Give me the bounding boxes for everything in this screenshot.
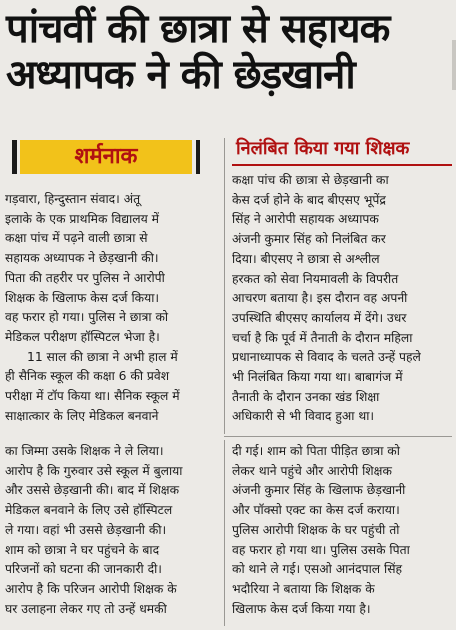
body-line: और उससे छेड़खानी की। बाद में शिक्षक — [5, 483, 180, 498]
column-divider-top — [224, 138, 225, 434]
sidebar-line: उपस्थिति बीएसए कार्यालय में देंगे। उधर — [232, 310, 407, 325]
sidebar-line: सिंह ने आरोपी सहायक अध्यापक — [232, 212, 379, 227]
body-line: ही सैनिक स्कूल की कक्षा 6 की प्रवेश — [5, 369, 170, 384]
headline-line-1: पांचवीं की छात्रा से सहायक — [6, 6, 390, 52]
body-line: को थाने ले गई। एसओ आनंदपाल सिंह — [232, 562, 403, 577]
sidebar-bottom-rule — [224, 436, 452, 437]
sidebar-column — [232, 171, 450, 427]
headline — [6, 6, 450, 98]
sidebar-line: भी निलंबित किया गया था। बाबागंज में — [232, 370, 403, 385]
article-column-right-bottom — [232, 442, 450, 619]
body-line: घर उलाहना लेकर गए तो उन्हें धमकी — [5, 601, 167, 616]
sidebar-line: अंजनी कुमार सिंह को निलंबित कर — [232, 232, 386, 247]
article-column-left-top — [5, 190, 217, 426]
article-column-left-bottom — [5, 442, 217, 619]
body-line: सहायक अध्यापक ने छेड़खानी की। — [5, 251, 159, 266]
sidebar-line: केस दर्ज होने के बाद बीएसए भूपेंद्र — [232, 192, 386, 207]
sidebar-line: आचरण बताया है। इस दौरान वह अपनी — [232, 291, 408, 306]
body-line: पिता की तहरीर पर पुलिस ने आरोपी — [5, 270, 165, 285]
column-divider-bottom — [224, 440, 225, 626]
sidebar-heading-underline — [232, 164, 452, 166]
body-line: आरोप है कि परिजन आरोपी शिक्षक के — [5, 581, 177, 596]
body-line: लेकर थाने पहुंचे और आरोपी शिक्षक — [232, 463, 392, 478]
sidebar-line: प्रधानाध्यापक से विवाद के चलते उन्हें पहले — [232, 350, 421, 365]
body-line: दी गई। शाम को पिता पीड़ित छात्रा को — [232, 444, 400, 458]
body-line: अंजनी कुमार सिंह के खिलाफ छेड़खानी — [232, 483, 406, 498]
body-line: कक्षा पांच में पढ़ने वाली छात्रा से — [5, 231, 148, 246]
body-line: परीक्षा में टॉप किया था। सैनिक स्कूल में — [5, 389, 180, 404]
sidebar-heading: निलंबित किया गया शिक्षक — [236, 138, 410, 159]
body-line: शिक्षक के खिलाफ केस दर्ज किया। — [5, 290, 160, 305]
body-line: पुलिस आरोपी शिक्षक के घर पहुंची तो — [232, 522, 400, 537]
sidebar-line: दिया। बीएसए ने छात्रा से अश्लील — [232, 251, 380, 266]
sidebar-line: चर्चा है कि पूर्व में तैनाती के दौरान महिला — [232, 330, 413, 345]
body-line: का जिम्मा उसके शिक्षक ने ले लिया। — [5, 444, 164, 458]
sidebar-line: हरकत को सेवा नियमावली के विपरीत — [232, 271, 399, 286]
body-line: वह फरार हो गया था। पुलिस उसके पिता — [232, 542, 410, 557]
body-line: शाम को छात्रा ने घर पहुंचने के बाद — [5, 542, 160, 557]
body-line: मेडिकल परीक्षण हॉस्पिटल भेजा है। — [5, 329, 160, 344]
body-line: भदौरिया ने बताया कि शिक्षक के — [232, 581, 375, 596]
sidebar-line: कक्षा पांच की छात्रा से छेड़खानी का — [232, 173, 389, 187]
body-line: 11 साल की छात्रा ने अभी हाल में — [27, 349, 178, 364]
body-line: आरोप है कि गुरुवार उसे स्कूल में बुलाया — [5, 463, 183, 478]
body-line: गड़वारा, हिन्दुस्तान संवाद। अंतू — [5, 192, 141, 206]
category-tag: शर्मनाक — [74, 144, 138, 169]
headline-line-2: अध्यापक ने की छेड़खानी — [6, 52, 355, 98]
sidebar-line: तैनाती के दौरान उनका खंड शिक्षा — [232, 389, 380, 404]
body-line: और पॉक्सो एक्ट का केस दर्ज कराया। — [232, 503, 400, 518]
body-line: वह फरार हो गया। पुलिस ने छात्रा को — [5, 310, 169, 325]
tag-right-bar — [196, 140, 200, 174]
body-line: मेडिकल बनवाने के लिए उसे हॉस्पिटल — [5, 503, 173, 518]
body-line: ले गया। वहां भी उससे छेड़खानी की। — [5, 522, 167, 537]
page-edge-shadow — [452, 40, 456, 90]
body-line: खिलाफ केस दर्ज किया गया है। — [232, 601, 371, 616]
body-line: साक्षात्कार के लिए मेडिकल बनवाने — [5, 408, 159, 423]
body-line: परिजनों को घटना की जानकारी दी। — [5, 562, 162, 577]
tag-left-bar — [12, 140, 17, 174]
sidebar-line: अधिकारी से भी विवाद हुआ था। — [232, 409, 375, 424]
body-line: इलाके के एक प्राथमिक विद्यालय में — [5, 211, 160, 226]
